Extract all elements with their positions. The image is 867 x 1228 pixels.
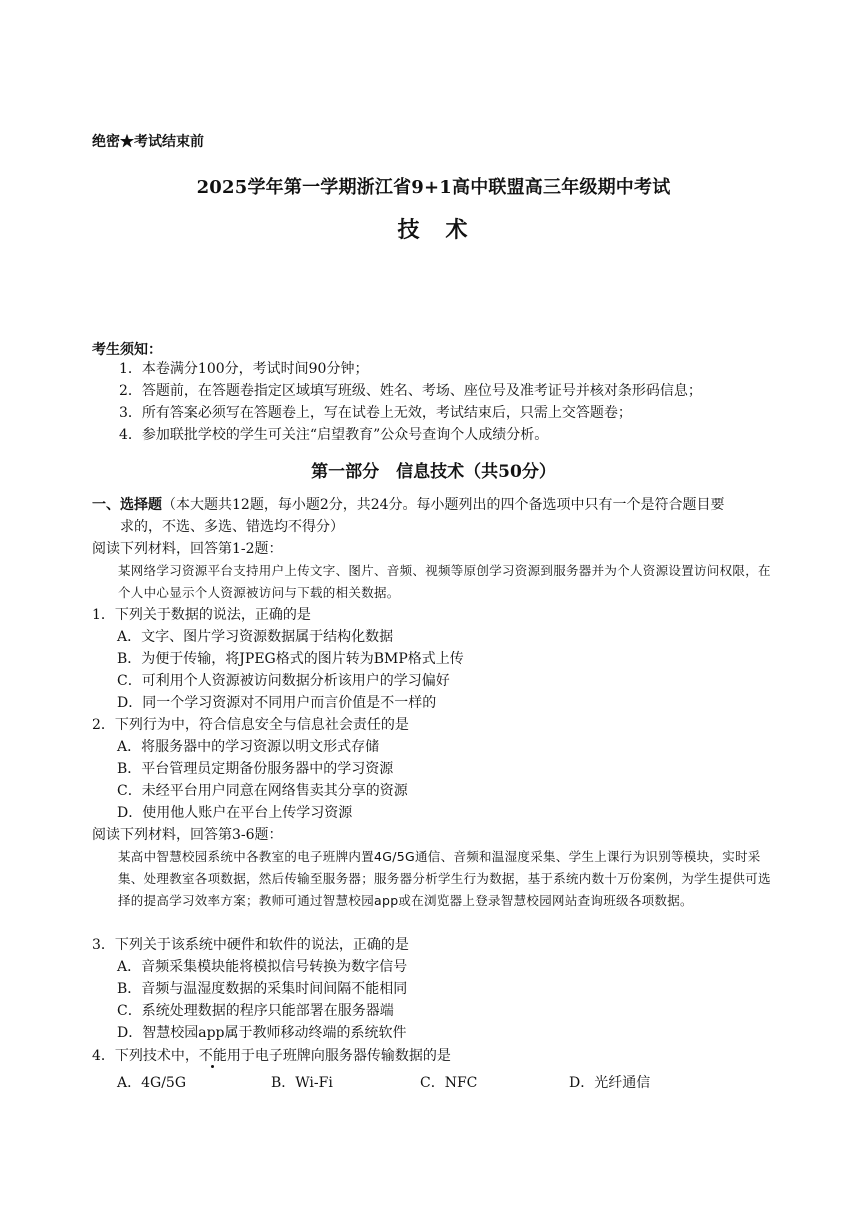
option-c: C．系统处理数据的程序只能部署在服务器端 bbox=[117, 1003, 394, 1019]
notice-item: 2．答题前，在答题卷指定区域填写班级、姓名、考场、座位号及准考证号并核对条形码信息； bbox=[119, 383, 702, 399]
notice-item: 4．参加联批学校的学生可关注“启望教育”公众号查询个人成绩分析。 bbox=[119, 427, 549, 443]
confidential-label: 绝密★考试结束前 bbox=[92, 134, 204, 150]
option-b: B．Wi-Fi bbox=[271, 1075, 333, 1091]
material-paragraph: 某网络学习资源平台支持用户上传文字、图片、音频、视频等原创学习资源到服务器并为个人资源设置访问权限，在个人中心显示个人资源被访问与下载的相关数据。 bbox=[118, 563, 771, 600]
question-stem: 3．下列关于该系统中硬件和软件的说法，正确的是 bbox=[92, 937, 409, 953]
option-a: A．将服务器中的学习资源以明文形式存储 bbox=[117, 739, 380, 755]
question-stem: 1．下列关于数据的说法，正确的是 bbox=[92, 607, 311, 623]
option-c: C．NFC bbox=[420, 1075, 478, 1091]
option-b: B．音频与温湿度数据的采集时间间隔不能相同 bbox=[117, 981, 408, 997]
section-desc: （本大题共12题，每小题2分，共24分。每小题列出的四个备选项中只有一个是符合题目要 bbox=[162, 497, 725, 513]
material-intro: 阅读下列材料，回答第1-2题： bbox=[92, 541, 283, 557]
material-text bbox=[92, 846, 782, 912]
stem-emphasis: 不能 bbox=[198, 1048, 227, 1064]
notice-list bbox=[119, 358, 702, 446]
option-d: D．同一个学习资源对不同用户而言价值是不一样的 bbox=[117, 695, 437, 711]
subject-title: 技 术 bbox=[397, 217, 470, 243]
option-a: A．文字、图片学习资源数据属于结构化数据 bbox=[117, 629, 394, 645]
option-a: A．音频采集模块能将模拟信号转换为数字信号 bbox=[117, 959, 408, 975]
section-desc-cont: 求的，不选、多选、错选均不得分） bbox=[120, 519, 344, 535]
stem-suffix: 用于电子班牌向服务器传输数据的是 bbox=[226, 1048, 451, 1064]
option-c: C．未经平台用户同意在网络售卖其分享的资源 bbox=[117, 783, 408, 799]
notice-title: 考生须知： bbox=[92, 342, 162, 358]
question-stem bbox=[92, 1045, 451, 1067]
material-paragraph: 某高中智慧校园系统中各教室的电子班牌内置4G/5G通信、音频和温湿度采集、学生上课行为识别等模块，实时采集、处理教室各项数据，然后传输至服务器；服务器分析学生行为数据，基于系统内数十万份案例，为学生提供可选择的提高学习效率方案；教师可通过智慧校园app或在浏览器上登录智慧校园网站查询班级各项数据。 bbox=[118, 849, 771, 908]
option-c: C．可利用个人资源被访问数据分析该用户的学习偏好 bbox=[117, 673, 450, 689]
material-text bbox=[92, 560, 782, 604]
option-a: A．4G/5G bbox=[117, 1075, 187, 1091]
option-d: D．使用他人账户在平台上传学习资源 bbox=[117, 805, 353, 821]
option-b: B．平台管理员定期备份服务器中的学习资源 bbox=[117, 761, 394, 777]
notice-item: 3．所有答案必须写在答题卷上，写在试卷上无效，考试结束后，只需上交答题卷； bbox=[119, 405, 632, 421]
exam-title: 2025学年第一学期浙江省9+1高中联盟高三年级期中考试 bbox=[196, 177, 671, 198]
stem-prefix: 4．下列技术中， bbox=[92, 1048, 199, 1064]
option-d: D．智慧校园app属于教师移动终端的系统软件 bbox=[117, 1025, 407, 1041]
section-label: 一、选择题 bbox=[92, 497, 162, 513]
part-title: 第一部分 信息技术（共50分） bbox=[311, 462, 556, 482]
option-b: B．为便于传输，将JPEG格式的图片转为BMP格式上传 bbox=[117, 651, 464, 667]
notice-item: 1．本卷满分100分，考试时间90分钟； bbox=[119, 361, 369, 377]
material-intro: 阅读下列材料，回答第3-6题： bbox=[92, 827, 283, 843]
option-d: D．光纤通信 bbox=[569, 1075, 651, 1091]
section-header bbox=[92, 494, 782, 538]
question-stem: 2．下列行为中，符合信息安全与信息社会责任的是 bbox=[92, 717, 409, 733]
